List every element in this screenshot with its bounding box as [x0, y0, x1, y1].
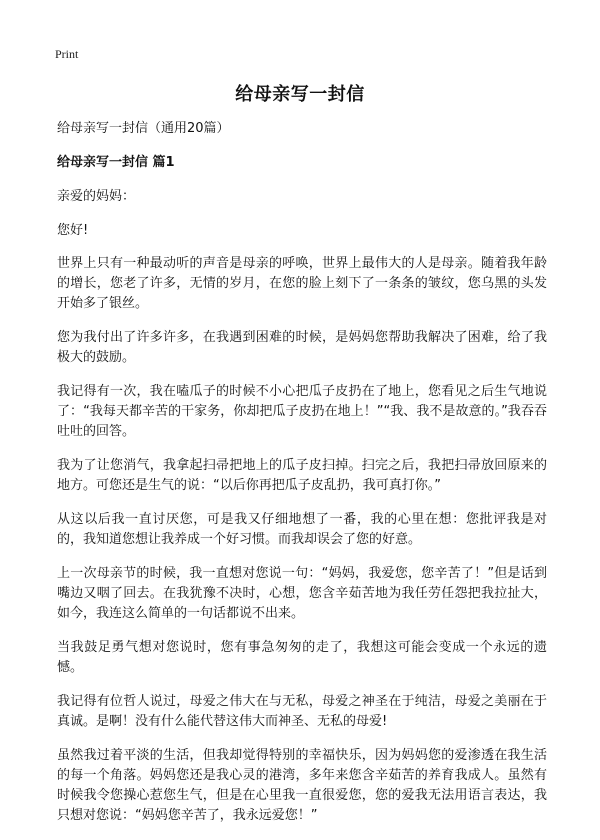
document-title: 给母亲写一封信: [235, 84, 365, 105]
section-heading: 给母亲写一封信 篇1: [57, 155, 175, 170]
paragraph: 我为了让您消气，我拿起扫帚把地上的瓜子皮扫掉。扫完之后，我把扫帚放回原来的地方。可您还是生气的说：“以后你再把瓜子皮乱扔，我可真打你。”: [57, 458, 547, 493]
document-body: [57, 118, 547, 840]
document-subtitle: 给母亲写一封信（通用20篇）: [57, 121, 230, 136]
paragraph: 从这以后我一直讨厌您，可是我又仔细地想了一番，我的心里在想：您批评我是对的，我知道您想让我养成一个好习惯。而我却误会了您的好意。: [57, 512, 547, 547]
letter-salutation: 您好!: [57, 223, 89, 238]
paragraph: 我记得有一次，我在嗑瓜子的时候不小心把瓜子皮扔在了地上，您看见之后生气地说了：“我每天都辛苦的干家务，你却把瓜子皮扔在地上！”“我、我不是故意的。”我吞吞吐吐的回答。: [57, 384, 547, 439]
paragraph: 您为我付出了许多许多，在我遇到困难的时候，是妈妈您帮助我解决了困难，给了我极大的鼓励。: [57, 330, 547, 365]
paragraph: 上一次母亲节的时候，我一直想对您说一句：“妈妈，我爱您，您辛苦了！”但是话到嘴边又咽了回去。在我犹豫不决时，心想，您含辛茹苦地为我任劳任怨把我拉扯大，如今，我连这么简单的一句话都说不出来。: [57, 566, 547, 621]
paragraph: 当我鼓足勇气想对您说时，您有事急匆匆的走了，我想这可能会变成一个永远的遗憾。: [57, 640, 547, 675]
paragraph: 我记得有位哲人说过，母爱之伟大在与无私，母爱之神圣在于纯洁，母爱之美丽在于真诚。是啊！没有什么能代替这伟大而神圣、无私的母爱!: [57, 694, 547, 729]
paragraph: 世界上只有一种最动听的声音是母亲的呼唤，世界上最伟大的人是母亲。随着我年龄的增长，您老了许多，无情的岁月，在您的脸上刻下了一条条的皱纹，您乌黑的头发开始多了银丝。: [57, 256, 547, 311]
paragraph: 虽然我过着平淡的生活，但我却觉得特别的幸福快乐，因为妈妈您的爱渗透在我生活的每一个角落。妈妈您还是我心灵的港湾，多年来您含辛茹苦的养育我成人。虽然有时候我令您操心惹您生气，但是在心里我一直很爱您，您的爱我无法用语言表达，我只想对您说：“妈妈您辛苦了，我永远爱您！”: [57, 748, 547, 823]
letter-greeting: 亲爱的妈妈：: [57, 189, 136, 204]
print-link[interactable]: Print: [55, 47, 79, 61]
